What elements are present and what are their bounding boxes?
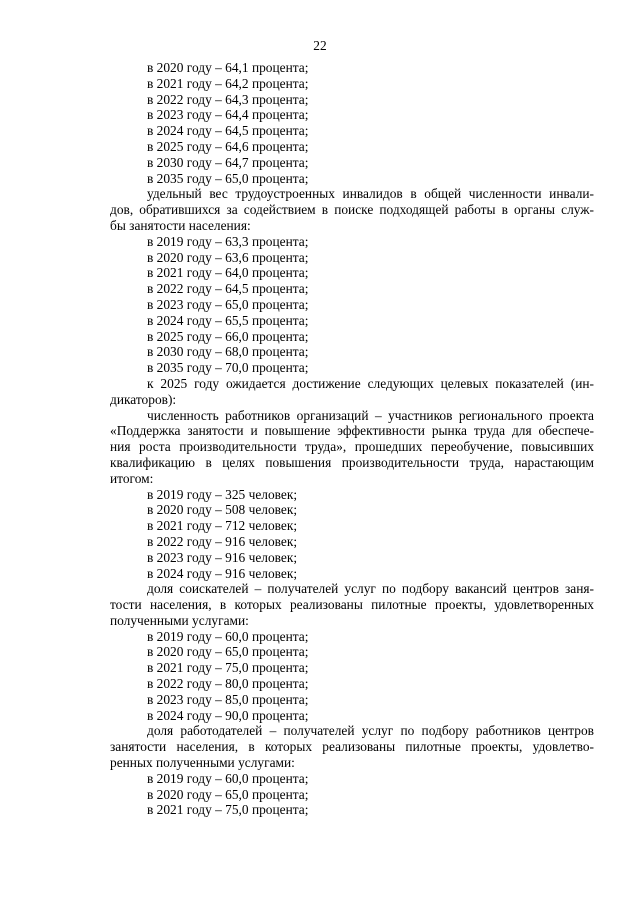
text-line: в 2025 году – 66,0 процента; [147, 328, 309, 344]
text-line: в 2024 году – 65,5 процента; [147, 312, 309, 328]
text-line: в 2024 году – 90,0 процента; [147, 707, 309, 723]
text-line: в 2035 году – 65,0 процента; [147, 170, 309, 186]
text-line: в 2021 году – 75,0 процента; [147, 660, 309, 676]
text-line: в 2022 году – 64,5 процента; [147, 281, 309, 297]
text-line: в 2019 году – 325 человек; [147, 486, 298, 502]
text-line: ренных полученными услугами: [110, 755, 295, 771]
text-line: в 2022 году – 916 человек; [147, 533, 298, 549]
text-line: «Поддержка занятости и повышение эффективности рынка труда для обеспече- [110, 423, 594, 439]
document-body [110, 60, 594, 818]
text-line: ния роста производительности труда», прошедших переобучение, повысивших [110, 439, 594, 455]
text-line: занятости населения, в которых реализованы пилотные проекты, удовлетво- [110, 739, 594, 755]
text-line: в 2023 году – 85,0 процента; [147, 691, 309, 707]
text-line: в 2019 году – 63,3 процента; [147, 233, 309, 249]
text-line: квалификацию в целях повышения производительности труда, нарастающим [110, 454, 594, 470]
text-line: дикаторов): [110, 391, 177, 407]
text-line: в 2019 году – 60,0 процента; [147, 628, 309, 644]
text-line: итогом: [110, 470, 154, 486]
text-line: тости населения, в которых реализованы пилотные проекты, удовлетворенных [110, 597, 594, 613]
text-line: дов, обратившихся за содействием в поиске подходящей работы в органы служ- [110, 202, 594, 218]
text-line: бы занятости населения: [110, 217, 251, 233]
text-line: в 2020 году – 63,6 процента; [147, 249, 309, 265]
text-line: в 2021 году – 64,2 процента; [147, 75, 309, 91]
text-line: в 2022 году – 80,0 процента; [147, 676, 309, 692]
text-line: в 2021 году – 64,0 процента; [147, 265, 309, 281]
text-line: удельный вес трудоустроенных инвалидов в общей численности инвали- [147, 186, 594, 202]
text-line: к 2025 году ожидается достижение следующих целевых показателей (ин- [147, 375, 594, 391]
text-line: доля соискателей – получателей услуг по подбору вакансий центров заня- [147, 581, 594, 597]
text-line: численность работников организаций – участников регионального проекта [147, 407, 594, 423]
text-line: в 2025 году – 64,6 процента; [147, 138, 309, 154]
text-line: в 2020 году – 65,0 процента; [147, 786, 309, 802]
text-line: в 2035 году – 70,0 процента; [147, 360, 309, 376]
text-line: полученными услугами: [110, 612, 249, 628]
text-line: в 2020 году – 508 человек; [147, 502, 298, 518]
text-line: в 2024 году – 916 человек; [147, 565, 298, 581]
page-number: 22 [313, 38, 327, 53]
text-line: в 2023 году – 64,4 процента; [147, 107, 309, 123]
text-line: в 2030 году – 68,0 процента; [147, 344, 309, 360]
text-line: в 2030 году – 64,7 процента; [147, 154, 309, 170]
text-line: в 2021 году – 712 человек; [147, 518, 298, 534]
text-line: доля работодателей – получателей услуг по подбору работников центров [147, 723, 594, 739]
text-line: в 2023 году – 916 человек; [147, 549, 298, 565]
text-line: в 2020 году – 64,1 процента; [147, 60, 309, 75]
text-line: в 2022 году – 64,3 процента; [147, 91, 309, 107]
text-line: в 2019 году – 60,0 процента; [147, 770, 309, 786]
text-line: в 2020 году – 65,0 процента; [147, 644, 309, 660]
text-line: в 2024 году – 64,5 процента; [147, 123, 309, 139]
text-line: в 2023 году – 65,0 процента; [147, 296, 309, 312]
text-line: в 2021 году – 75,0 процента; [147, 802, 309, 818]
